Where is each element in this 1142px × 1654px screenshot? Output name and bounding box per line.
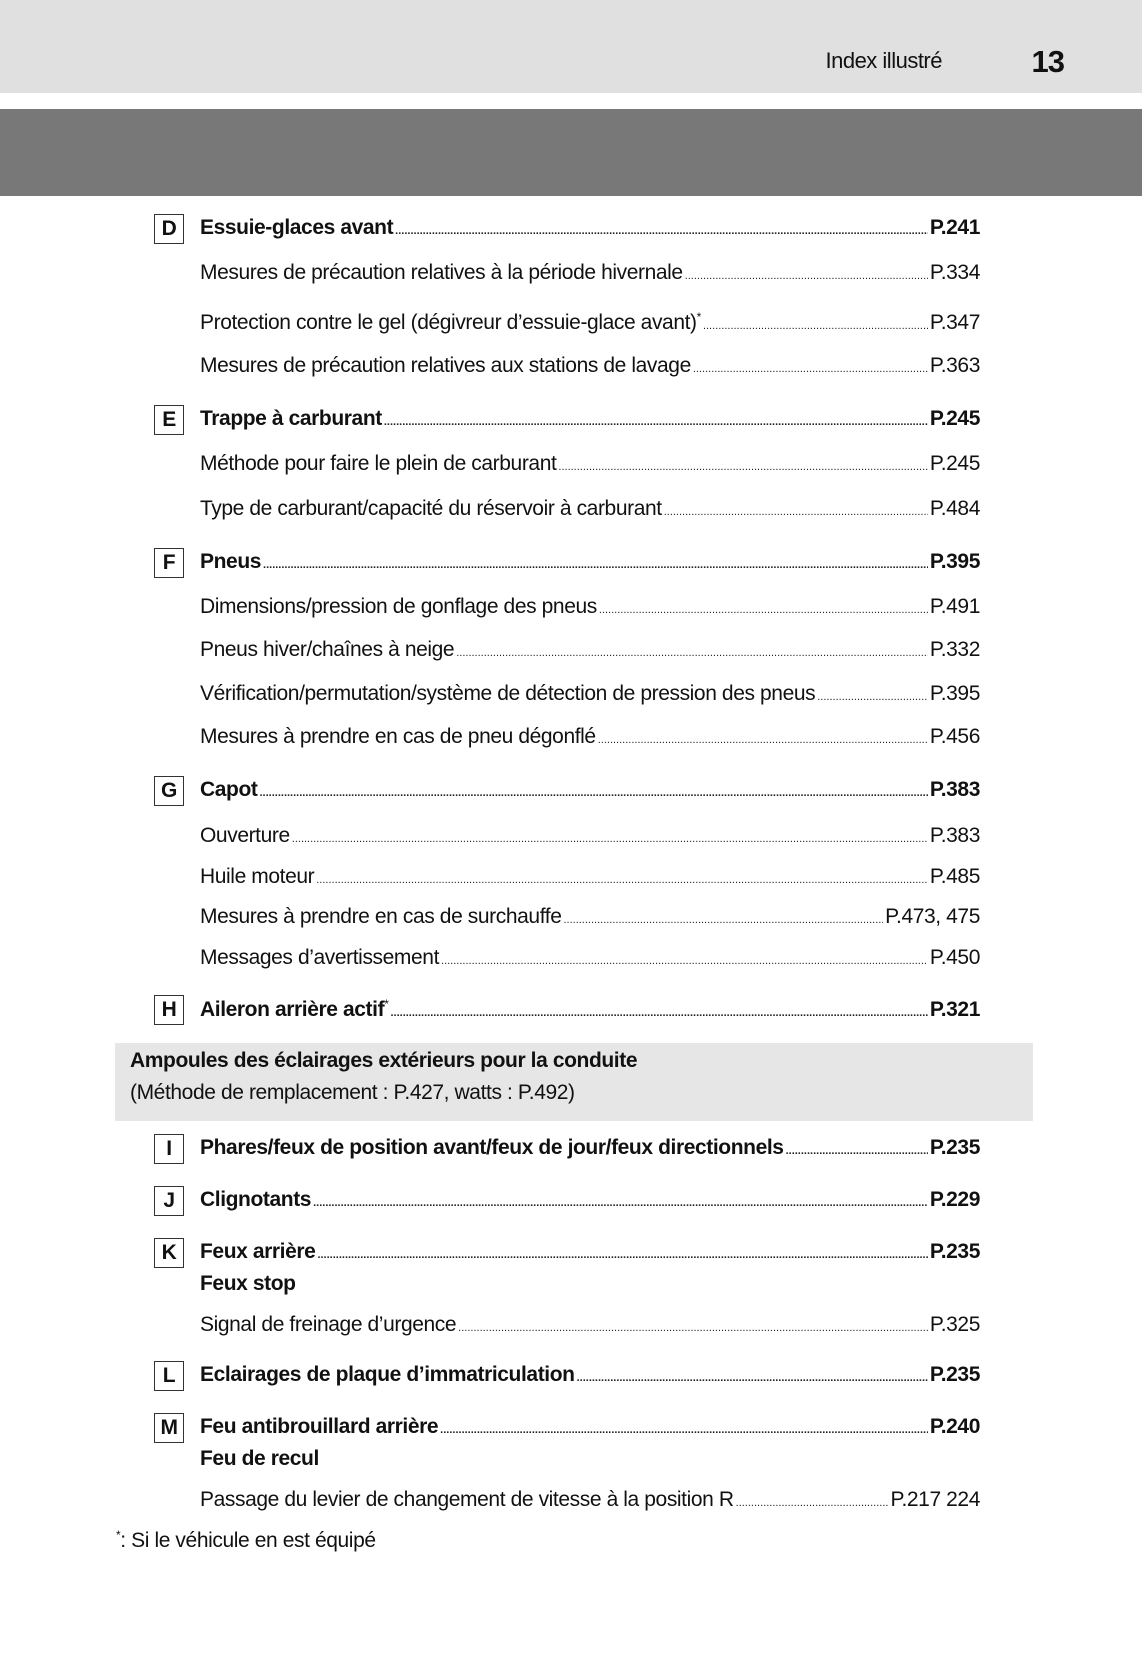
section-title: Index illustré	[825, 48, 942, 73]
page-reference-link[interactable]: P.325	[929, 1313, 980, 1336]
index-entry	[161, 216, 980, 244]
entry-label	[200, 407, 382, 431]
page-reference-link[interactable]: P.235	[929, 1240, 980, 1263]
entry-label	[200, 997, 388, 1022]
dot-leader	[313, 1197, 928, 1209]
index-entry	[200, 497, 980, 525]
index-entry	[200, 595, 980, 623]
index-entry	[200, 1488, 980, 1516]
entry-label	[200, 261, 683, 285]
letter-label: H	[154, 995, 184, 1025]
page-reference-link[interactable]: P.235	[929, 1363, 980, 1386]
entry-label	[200, 1272, 296, 1296]
page-reference-link[interactable]: P.484	[929, 497, 980, 520]
entry-text: Mesures de précaution relatives aux stations de lavage	[200, 354, 691, 377]
entry-text: Clignotants	[200, 1188, 312, 1211]
entry-text: Passage du levier de changement de vitesse à la position R	[200, 1488, 734, 1511]
index-entry	[200, 452, 980, 480]
index-entry	[200, 725, 980, 753]
page-reference-link[interactable]: P.473, 475	[885, 905, 980, 928]
entry-text: Pneus hiver/chaînes à neige	[200, 638, 455, 661]
dot-leader	[292, 833, 928, 845]
footnote-marker: *	[696, 310, 701, 324]
note-text: (Méthode de remplacement : P.427, watts : P.492)	[130, 1081, 575, 1104]
letter-label: I	[154, 1134, 184, 1164]
entry-text: Phares/feux de position avant/feux de jour/feux directionnels	[200, 1136, 784, 1159]
page-reference-link[interactable]: P.383	[929, 778, 980, 801]
dot-leader	[440, 1424, 928, 1436]
entry-text: Pneus	[200, 550, 262, 573]
entry-label	[200, 1488, 734, 1512]
note-box	[115, 1043, 1033, 1121]
dot-leader	[703, 320, 928, 332]
letter-label: L	[154, 1361, 184, 1391]
entry-label	[200, 946, 439, 970]
index-entry	[200, 905, 980, 933]
index-entry	[200, 261, 980, 289]
page-reference-link[interactable]: P.491	[929, 595, 980, 618]
dot-leader	[441, 955, 928, 967]
page-reference-link[interactable]: P.395	[929, 682, 980, 705]
entry-text: Feux stop	[200, 1272, 296, 1295]
entry-text: Protection contre le gel (dégivreur d’essuie-glace avant)	[200, 311, 697, 334]
entry-label	[200, 354, 691, 378]
index-entry	[166, 1136, 980, 1164]
index-entry	[162, 407, 980, 435]
entry-label	[200, 497, 662, 521]
entry-label	[200, 865, 314, 889]
letter-label: D	[154, 214, 184, 244]
letter-label: E	[154, 405, 184, 435]
entry-text: Trappe à carburant	[200, 407, 382, 430]
page-reference-link[interactable]: P.332	[929, 638, 980, 661]
entry-text: Messages d’avertissement	[200, 946, 440, 969]
dot-leader	[558, 461, 927, 473]
page-reference-link[interactable]: P.395	[929, 550, 980, 573]
page-reference-link[interactable]: P.235	[929, 1136, 980, 1159]
dot-leader	[817, 691, 928, 703]
entry-text: Feux arrière	[200, 1240, 316, 1263]
entry-text: Huile moteur	[200, 865, 315, 888]
dot-leader	[786, 1145, 928, 1157]
dot-leader	[384, 416, 928, 428]
page-reference-link[interactable]: P.321	[929, 998, 980, 1021]
page-reference-link[interactable]: P.240	[929, 1415, 980, 1438]
footnote-marker: *	[384, 997, 389, 1011]
page-reference-link[interactable]: P.347	[929, 311, 980, 334]
letter-label: G	[154, 776, 184, 806]
header-band	[0, 109, 1142, 196]
entry-label	[200, 778, 258, 802]
entry-text: Capot	[200, 778, 258, 801]
index-entry	[200, 865, 980, 893]
page-reference-link[interactable]: P.456	[929, 725, 980, 748]
index-entry	[200, 354, 980, 382]
page-reference-link[interactable]: P.334	[929, 261, 980, 284]
index-entry	[200, 638, 980, 666]
index-entry	[161, 778, 980, 806]
dot-leader	[317, 1249, 927, 1261]
entry-label	[200, 682, 815, 706]
entry-text: Aileron arrière actif	[200, 998, 385, 1021]
entry-label	[200, 824, 290, 848]
page-reference-link[interactable]: P.217 224	[890, 1488, 980, 1511]
index-entry	[200, 946, 980, 974]
footnote-mark: *	[116, 1528, 121, 1542]
dot-leader	[458, 1322, 928, 1334]
index-subheading	[200, 1272, 980, 1300]
entry-text: Méthode pour faire le plein de carburant	[200, 452, 557, 475]
index-entry	[200, 310, 980, 338]
letter-label: K	[154, 1238, 184, 1268]
index-entry	[163, 1188, 980, 1216]
index-subheading	[200, 1447, 980, 1475]
index-entry	[160, 1415, 980, 1443]
page-reference-link[interactable]: P.229	[929, 1188, 980, 1211]
entry-label	[200, 905, 561, 929]
index-entry	[162, 1363, 980, 1391]
entry-label	[200, 1313, 456, 1337]
page-reference-link[interactable]: P.245	[929, 452, 980, 475]
entry-text: Mesures à prendre en cas de pneu dégonflé	[200, 725, 596, 748]
note-title: Ampoules des éclairages extérieurs pour la conduite	[130, 1049, 638, 1072]
dot-leader	[577, 1372, 928, 1384]
entry-label	[200, 1363, 575, 1387]
entry-label	[200, 1415, 438, 1439]
entry-text: Feu antibrouillard arrière	[200, 1415, 439, 1438]
entry-label	[200, 550, 261, 574]
entry-text: Essuie-glaces avant	[200, 216, 394, 239]
entry-label	[200, 595, 597, 619]
footnote-text: : Si le véhicule en est équipé	[120, 1529, 376, 1552]
letter-label: M	[154, 1413, 184, 1443]
dot-leader	[664, 506, 928, 518]
dot-leader	[563, 914, 883, 926]
page-reference-link[interactable]: P.383	[929, 824, 980, 847]
dot-leader	[390, 1007, 927, 1019]
dot-leader	[395, 225, 928, 237]
page-reference-link[interactable]: P.245	[929, 407, 980, 430]
index-entry	[161, 1240, 980, 1268]
entry-label	[200, 310, 701, 335]
index-entry	[162, 550, 980, 578]
dot-leader	[736, 1497, 889, 1509]
index-entry	[200, 1313, 980, 1341]
entry-label	[200, 1188, 311, 1212]
page-header	[0, 0, 1142, 93]
entry-label	[200, 1240, 315, 1264]
dot-leader	[693, 363, 928, 375]
entry-text: Mesures de précaution relatives à la période hivernale	[200, 261, 683, 284]
entry-text: Eclairages de plaque d’immatriculation	[200, 1363, 575, 1386]
index-entry	[200, 824, 980, 852]
letter-label: J	[154, 1186, 184, 1216]
entry-label	[200, 452, 556, 476]
entry-text: Dimensions/pression de gonflage des pneus	[200, 595, 597, 618]
index-entry	[161, 997, 980, 1025]
entry-text: Feu de recul	[200, 1447, 319, 1470]
entry-label	[200, 1136, 784, 1160]
dot-leader	[260, 787, 928, 799]
entry-text: Mesures à prendre en cas de surchauffe	[200, 905, 562, 928]
page-reference-link[interactable]: P.363	[929, 354, 980, 377]
dot-leader	[685, 270, 928, 282]
page-reference-link[interactable]: P.485	[929, 865, 980, 888]
entry-text: Type de carburant/capacité du réservoir à carburant	[200, 497, 662, 520]
dot-leader	[263, 559, 928, 571]
entry-text: Ouverture	[200, 824, 290, 847]
entry-label	[200, 725, 596, 749]
footnote	[116, 1528, 376, 1553]
dot-leader	[316, 874, 928, 886]
dot-leader	[598, 734, 928, 746]
page-number: 13	[1031, 44, 1064, 79]
dot-leader	[456, 647, 928, 659]
entry-text: Signal de freinage d’urgence	[200, 1313, 457, 1336]
entry-label	[200, 216, 393, 240]
entry-text: Vérification/permutation/système de détection de pression des pneus	[200, 682, 816, 705]
letter-label: F	[154, 548, 184, 578]
entry-label	[200, 1447, 319, 1471]
page-reference-link[interactable]: P.241	[929, 216, 980, 239]
dot-leader	[599, 604, 928, 616]
index-entry	[200, 682, 980, 710]
entry-label	[200, 638, 454, 662]
page-reference-link[interactable]: P.450	[929, 946, 980, 969]
